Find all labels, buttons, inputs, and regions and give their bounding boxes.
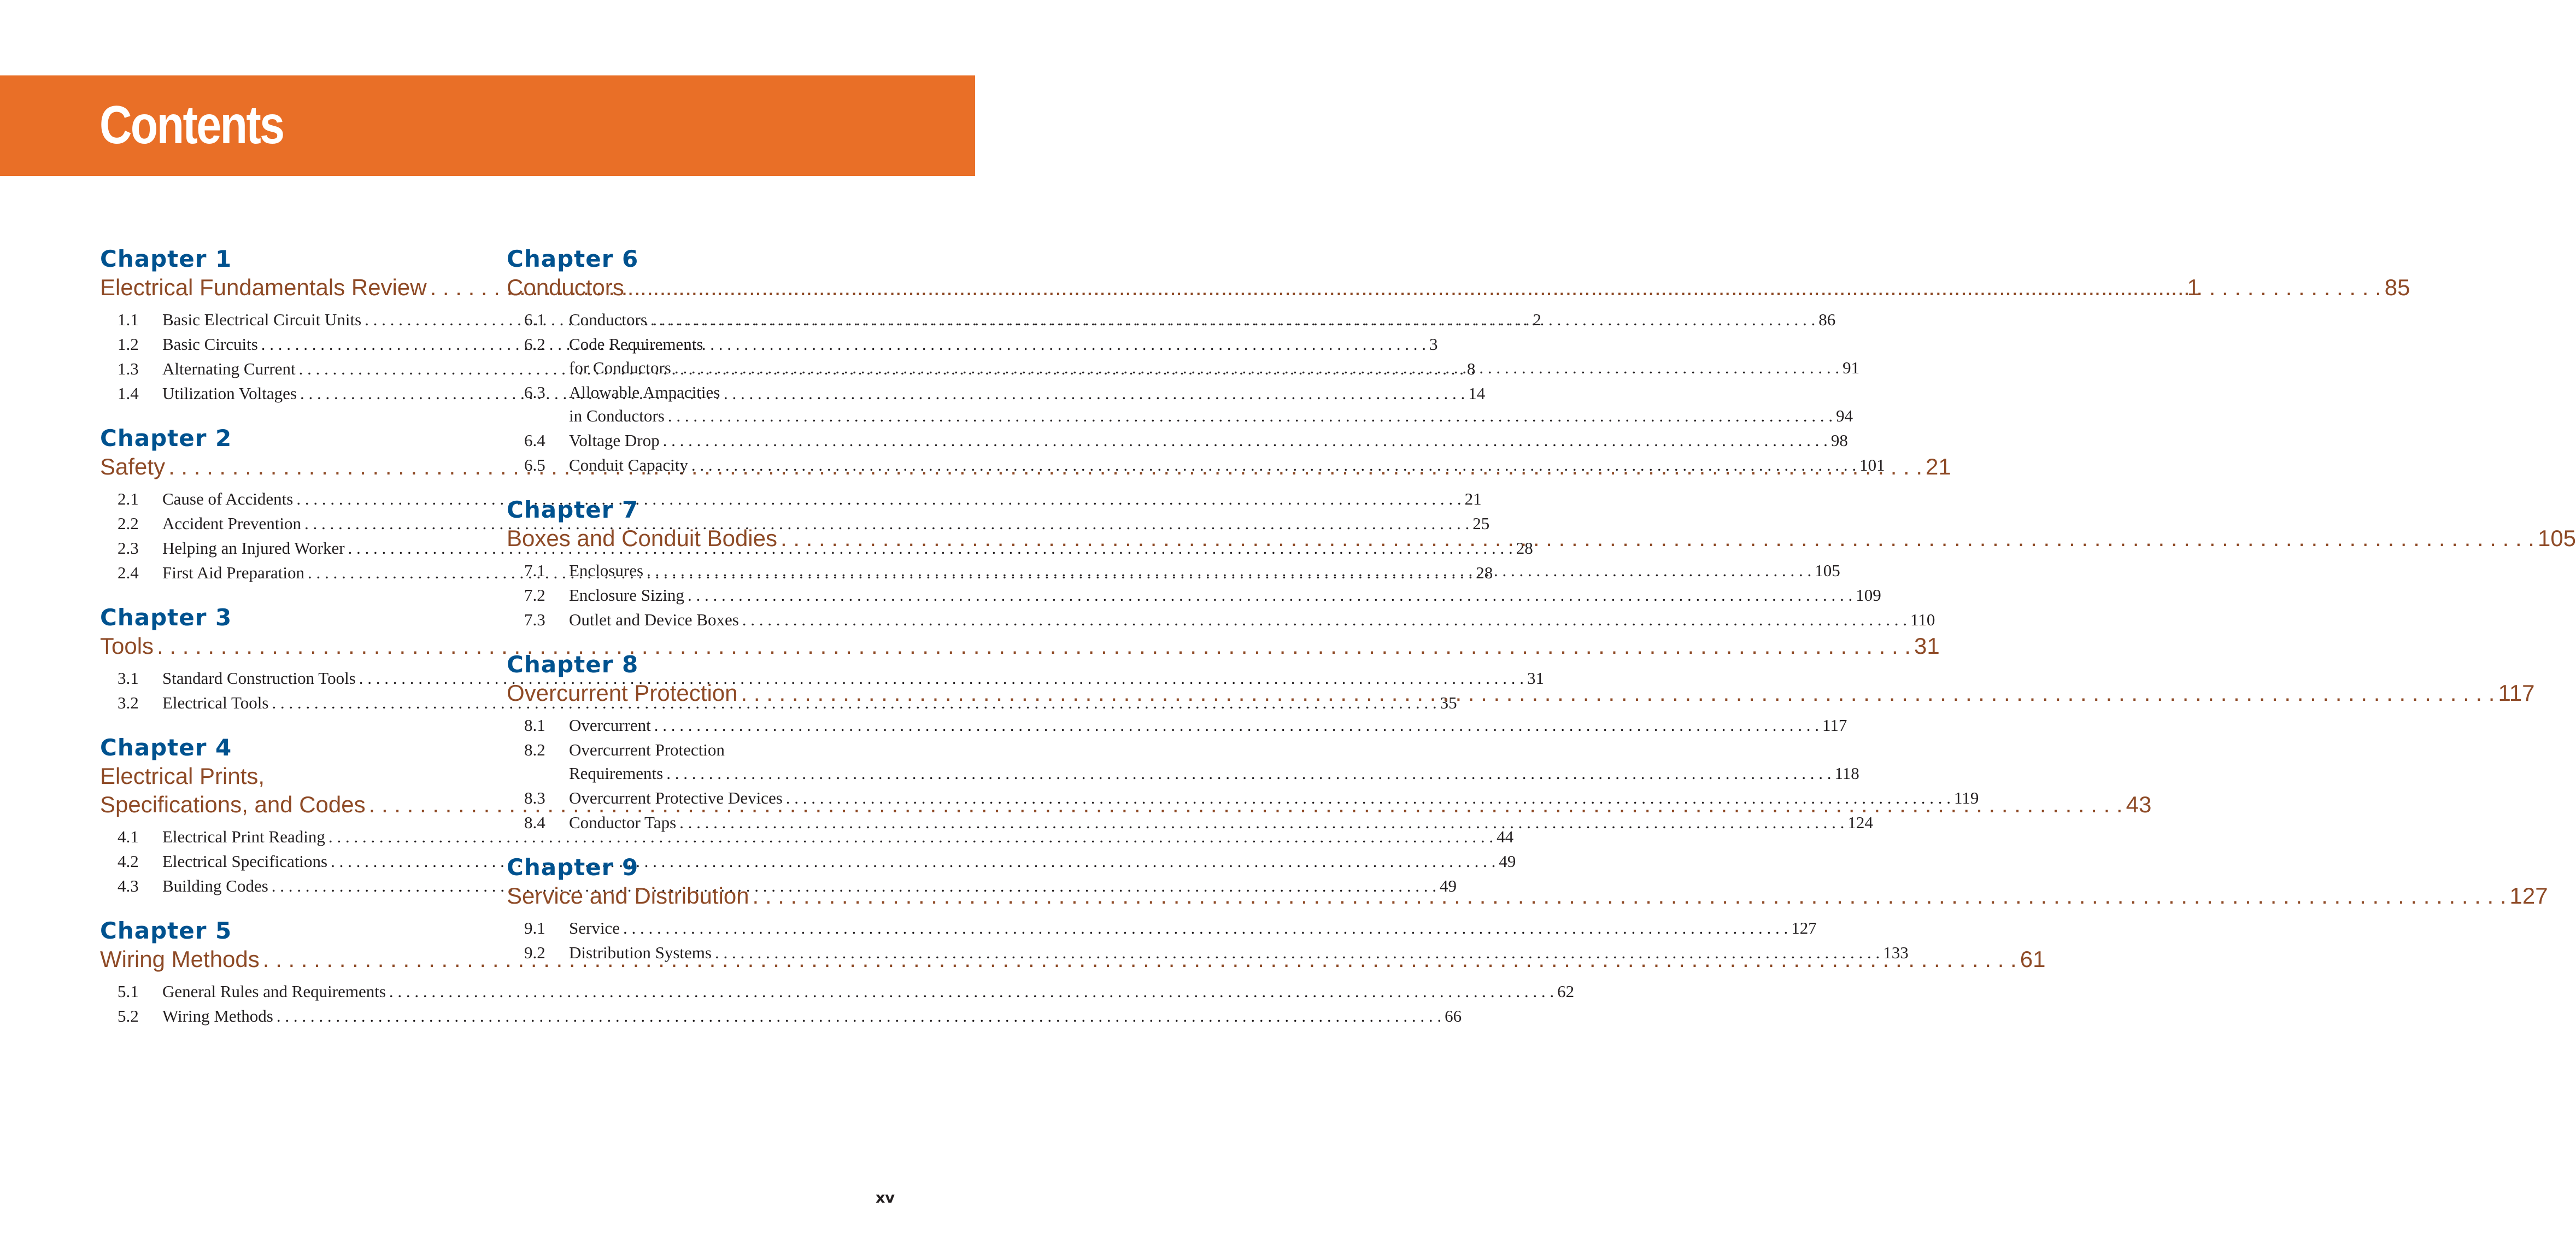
section-number: 1.1 [118,310,139,329]
section-title: Overcurrent Protective Devices [569,788,783,807]
section-page-number: 91 [1842,358,1860,377]
chapter-title-text: Conductors [507,274,624,300]
dot-leader [781,524,2534,553]
section-number: 6.3 [524,383,545,402]
section-title: Outlet and Device Boxes [569,610,739,629]
entry-body [569,333,1859,380]
section-number: 3.2 [118,693,139,712]
section-page-number: 119 [1954,788,1979,807]
chapter-title-text: Overcurrent Protection [507,680,738,706]
section-number: 5.2 [118,1006,139,1026]
section-page-number: 86 [1818,310,1836,329]
dot-leader [688,583,1852,607]
chapter-page-number: 105 [2537,525,2576,551]
section-title: Distribution Systems [569,943,712,962]
chapter-page-number: 127 [2509,883,2548,909]
section-page-number: 98 [1830,431,1848,450]
section-page-number: 105 [1815,561,1840,580]
dot-leader [654,713,1819,737]
chapter-page-number: 31 [1914,633,1940,659]
entry-line [569,761,1859,786]
section-number: 4.3 [118,876,139,895]
section-number: 4.2 [118,852,139,871]
entry-line [569,810,1873,835]
section-page-number: 21 [1464,489,1482,508]
dot-leader [157,632,1911,660]
dot-leader [666,761,1831,786]
page-title: Contents [99,95,284,155]
section-page-number: 49 [1499,852,1516,871]
section-title: Alternating Current [162,359,296,378]
chapter-title-text: Electrical Fundamentals Review [100,274,427,300]
section-title: Service [569,918,620,938]
entry-body [569,558,1840,583]
entry-body [569,810,1873,835]
section-number: 6.1 [524,310,545,329]
section-title: Enclosure Sizing [569,585,684,605]
dot-leader [668,403,1833,428]
entry-body [569,583,1881,607]
section-number: 1.4 [118,384,139,403]
section-number: 7.1 [524,561,545,580]
chapter-title-link[interactable] [507,273,2410,302]
toc-entry[interactable] [507,307,1836,332]
entry-body [569,453,1885,477]
section-number: 1.2 [118,335,139,354]
page-number: xv [875,1190,895,1206]
toc-entry[interactable] [507,332,1860,380]
toc-entry[interactable] [507,786,1979,810]
entry-body [569,428,1848,453]
entry-line [569,916,1817,940]
entry-body [569,713,1847,737]
section-page-number: 3 [1429,335,1438,354]
section-page-number: 101 [1859,455,1885,474]
section-title: Voltage Drop [569,431,660,450]
dot-leader [647,558,1811,583]
section-number: 9.2 [524,943,545,962]
section-title: First Aid Preparation [162,563,305,582]
section-number: 8.3 [524,788,545,807]
section-title: Conductor Taps [569,813,677,832]
section-number: 6.5 [524,455,545,474]
section-page-number: 49 [1440,876,1457,895]
section-title: Requirements [569,764,664,783]
dot-leader [742,607,1907,632]
chapter-label: Chapter 9 [507,854,639,881]
section-title: Building Codes [162,876,268,895]
entry-body [569,786,1979,810]
entry-body [569,739,1859,786]
chapter-title-text: Wiring Methods [100,946,260,972]
chapter-page-number: 43 [2126,792,2152,817]
chapter-label: Chapter 6 [507,245,639,272]
dot-leader [650,307,1815,332]
entry-body [569,916,1817,940]
section-page-number: 124 [1847,813,1873,832]
section-page-number: 35 [1440,693,1457,712]
section-page-number: 109 [1856,585,1881,605]
chapter-label: Chapter 5 [100,917,232,944]
section-page-number: 28 [1516,538,1533,558]
section-number: 7.2 [524,585,545,605]
section-page-number: 127 [1791,918,1817,938]
toc-entry[interactable] [507,583,1881,607]
chapter-title-text: Service and Distribution [507,883,749,909]
toc-entry[interactable] [100,979,1575,1004]
entry-line [162,1004,1462,1028]
toc-entry[interactable] [100,1004,1462,1028]
section-title: Overcurrent [569,716,651,735]
chapter-title-text: Tools [100,633,154,659]
toc-entry[interactable] [507,916,1817,940]
section-title: Electrical Specifications [162,852,328,871]
section-page-number: 110 [1910,610,1935,629]
chapter-page-number: 85 [2384,274,2410,300]
chapter-title-text: Boxes and Conduit Bodies [507,525,777,551]
section-number: 8.4 [524,813,545,832]
toc-entry[interactable] [507,940,1909,965]
section-page-number: 14 [1468,384,1486,403]
section-title: in Conductors [569,406,665,425]
section-title: Basic Electrical Circuit Units [162,310,362,329]
dot-leader [277,1004,1441,1028]
chapter-title-text: Safety [100,454,166,479]
section-page-number: 2 [1533,310,1541,329]
section-title: Wiring Methods [162,1006,273,1026]
toc-entry[interactable] [507,453,1885,477]
section-title-line: Overcurrent Protection [569,740,725,759]
chapter-page-number: 61 [2020,946,2046,972]
chapter-page-number: 21 [1926,454,1951,479]
section-number: 4.1 [118,827,139,846]
entry-body [569,382,1853,428]
chapter-label: Chapter 4 [100,734,232,761]
entry-body [569,940,1909,965]
section-title: Electrical Print Reading [162,827,325,846]
dot-leader [663,428,1828,453]
section-title: Conductors [569,310,647,329]
entry-line [569,607,1935,632]
section-title: Utilization Voltages [162,384,297,403]
entry-body [569,307,1835,332]
dot-leader [623,916,1788,940]
section-page-number: 28 [1476,563,1493,582]
section-number: 8.2 [524,740,545,759]
section-number: 2.4 [118,563,139,582]
section-number: 8.1 [524,716,545,735]
section-page-number: 62 [1557,982,1575,1001]
section-title-line: Allowable Ampacities [569,383,720,402]
section-title: Standard Construction Tools [162,669,356,688]
chapter-title-line: Electrical Prints, [100,763,265,789]
toc-entry[interactable] [507,607,1935,632]
entry-body [569,607,1935,632]
toc-entry[interactable] [100,824,1514,849]
dot-leader [679,810,1844,835]
entry-line [569,403,1853,428]
toc-entry[interactable] [507,810,1873,835]
entry-line [569,355,1859,380]
chapter-page-number: 1 [2187,274,2200,300]
entry-line [569,307,1835,332]
chapter-label: Chapter 2 [100,425,232,452]
toc-entry[interactable] [507,737,1859,786]
dot-leader [331,849,1495,874]
section-number: 7.3 [524,610,545,629]
section-title: for Conductors [569,358,671,377]
dot-leader [715,940,1880,965]
dot-leader [786,786,1951,810]
section-title-line: Code Requirements [569,335,703,354]
dot-leader [691,453,1856,477]
section-number: 6.4 [524,431,545,450]
section-page-number: 118 [1834,764,1859,783]
section-page-number: 44 [1497,827,1514,846]
chapter-label: Chapter 7 [507,496,639,523]
entry-line [569,940,1909,965]
entry-line [569,558,1840,583]
dot-leader [753,882,2507,910]
entry-line [569,583,1881,607]
section-page-number: 25 [1472,514,1490,533]
dot-leader [741,679,2495,707]
entry-line [569,713,1847,737]
section-number: 3.1 [118,669,139,688]
section-page-number: 94 [1836,406,1853,425]
section-page-number: 117 [1822,716,1847,735]
dot-leader [674,355,1839,380]
section-title: Cause of Accidents [162,489,294,508]
chapter-title-link[interactable] [100,632,1940,660]
section-title: Electrical Tools [162,693,269,712]
entry-body [162,1004,1462,1028]
section-title: Accident Prevention [162,514,301,533]
section-number: 6.2 [524,335,545,354]
chapter-label: Chapter 1 [100,245,232,272]
chapter-label: Chapter 3 [100,604,232,631]
section-title: Enclosures [569,561,644,580]
section-number: 5.1 [118,982,139,1001]
section-page-number: 133 [1883,943,1909,962]
dot-leader [627,273,2381,302]
section-page-number: 8 [1466,359,1476,378]
section-number: 2.3 [118,538,139,558]
entry-line [569,428,1848,453]
section-title: General Rules and Requirements [162,982,386,1001]
contents-banner [0,75,975,176]
section-number: 1.3 [118,359,139,378]
section-title: Helping an Injured Worker [162,538,345,558]
section-number: 2.1 [118,489,139,508]
toc-entry[interactable] [100,511,1490,536]
entry-line [569,786,1979,810]
entry-line [569,453,1885,477]
section-number: 2.2 [118,514,139,533]
chapter-page-number: 117 [2498,680,2535,706]
section-page-number: 31 [1527,669,1544,688]
chapter-title-text: Specifications, and Codes [100,792,366,817]
toc-entry[interactable] [507,713,1847,737]
toc-entry[interactable] [100,666,1544,690]
section-title: Basic Circuits [162,335,258,354]
toc-entry[interactable] [507,428,1848,453]
section-page-number: 66 [1445,1006,1462,1026]
section-number: 9.1 [524,918,545,938]
section-title: Conduit Capacity [569,455,688,474]
chapter-label: Chapter 8 [507,651,639,678]
